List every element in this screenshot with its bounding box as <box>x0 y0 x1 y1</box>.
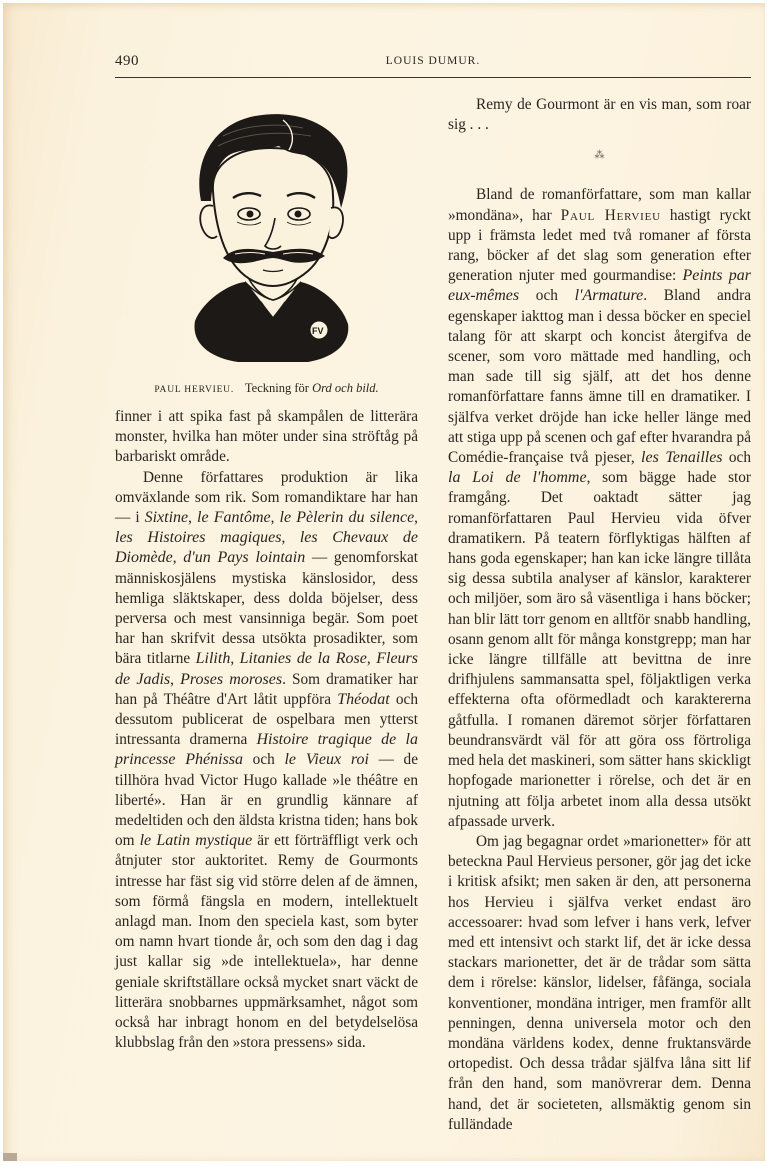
left-column <box>115 407 418 1054</box>
caption-source: Ord och bild. <box>312 381 379 395</box>
paragraph: finner i att spika fast på skampålen de litterära monster, hvilka han möter under sina ströftåg på barbariskt område. <box>115 408 418 466</box>
portrait-illustration <box>183 106 363 368</box>
paragraph: Om jag begagnar ordet »marionetter» för att beteckna Paul Hervieus personer, gör jag det icke i kritisk afsikt; men saken är den, att personerna hos Hervieu i själfva verket endast äro accessoarer: hvad som lefver i hans verk, lefver med ett intensivt och starkt lif, det är icke dessa stackars marionetter, det är de trådar som sätta dem i rörelse: känslor, lidelser, fåfänga, sociala konventioner, mondäna intriger, men framför allt penningen, denna universela motor och den mondäna världens kodex, denne fruktansvärde ortopedist. Och dessa trådar själfva låna sitt lif från den hand, som manövrerar dem. Denna hand, det är societeten, allsmäktig genom sin fulländade <box>448 832 751 1133</box>
author-name: Paul Hervieu <box>560 206 661 224</box>
paragraph: Bland de romanförfattare, som man kallar »mondäna», har Paul Hervieu hastigt ryckt upp i främsta ledet med två romaner af första rang, böcker af det slag som generation efter generation njuter med gourmandise: Peints par eux-mêmes och l'Armature. Bland andra egenskaper iakttog man i dessa böcker en speciel talang för att skarpt och koncist återgifva de scener, som voro mättade med handling, och man sade till sig själf, att det hos denne romanförfattare fanns ämne till en dramatiker. I själfva verket dröjde han icke heller länge med att stiga upp på scenen och gaf efter hvarandra på Comédie-française två pjeser, les Tenailles och la Loi de l'homme, som bägge hade stor framgång. Det oaktadt sätter jag romanförfattaren Paul Hervieu vida öfver dramatikern. På teatern förflyktigas hälften af hans goda egenskaper; han kan icke längre tillåta sig dessa subtila analyser af känslor, karakterer och miljöer, som äro så väsentliga i hans böcker; han blir lätt torr genom en alltför snabb handling, osann genom allt för många konstgrepp; man har icke längre tillfälle att bevittna de inre drifhjulens sammansatta spel, följaktligen verka effekterna ofta oförmedladt och karaktererna gåtfulla. I romanen däremot sörjer författaren beundransvärdt väl för att göra oss förtroliga med hela det maskineri, som sätter hans skickligt hopfogade marionetter i rörelse, och det är en njutning att följa arbetet inom alla dessa utsökt afpassade urverk. <box>448 186 752 830</box>
monogram-fv: FV <box>312 326 324 336</box>
caption-text: Teckning för <box>244 381 309 395</box>
paragraph: Remy de Gourmont är en vis man, som roar sig . . . <box>448 96 751 134</box>
page-corner-stain <box>3 1153 17 1161</box>
book-page <box>3 3 765 1161</box>
header-rule <box>115 77 751 78</box>
section-separator: ⁂ <box>594 150 605 162</box>
page-number: 490 <box>115 53 139 69</box>
figure-caption <box>115 381 418 396</box>
paragraph: Denne författares produktion är lika omväxlande som rik. Som romandiktare har han — i Sixtine, le Fantôme, le Pèlerin du silence, les Histoires magiques, les Chevaux de Diomède, d'un Pays lointain — genomforskat människosjälens mystiska känslosidor, dess hemliga släktskaper, dess dolda böjelser, dess perversa och mest vansinniga begär. Som poet har han skrifvit dessa utsökta prosadikter, som bära titlarne Lilith, Litanies de la Rose, Fleurs de Jadis, Proses moroses. Som dramatiker har han på Théâtre d'Art låtit uppföra Théodat och dessutom publicerat de ospelbara men ytterst intressanta dramerna Histoire tragique de la princesse Phénissa och le Vieux roi — de tillhöra hvad Victor Hugo kallade »le théâtre en liberté». Han är en grundlig kännare af medeltiden och den äldsta kristna tiden; hans bok om le Latin mystique är ett förträffligt verk och åtnjuter stor auktoritet. Remy de Gourmonts intresse har fäst sig vid större delen af de ämnen, som förmå fängsla en modern, intellektuelt anlagd man. Inom den speciela kast, som byter om namn hvart tionde år, och som den dag i dag just kallar sig »de intellektuela», har denne geniale skriftställare också mycket snart väckt de litterära snobbarnes uppmärksamhet, något som också har inbragt honom en del betydelselösa klubbslag från den »stora pressens» sida. <box>115 468 419 1052</box>
running-head <box>115 53 751 73</box>
right-column <box>448 95 751 1135</box>
portrait-figure <box>183 106 363 368</box>
running-title: LOUIS DUMUR. <box>385 55 481 67</box>
caption-subject: PAUL HERVIEU. <box>154 385 235 395</box>
